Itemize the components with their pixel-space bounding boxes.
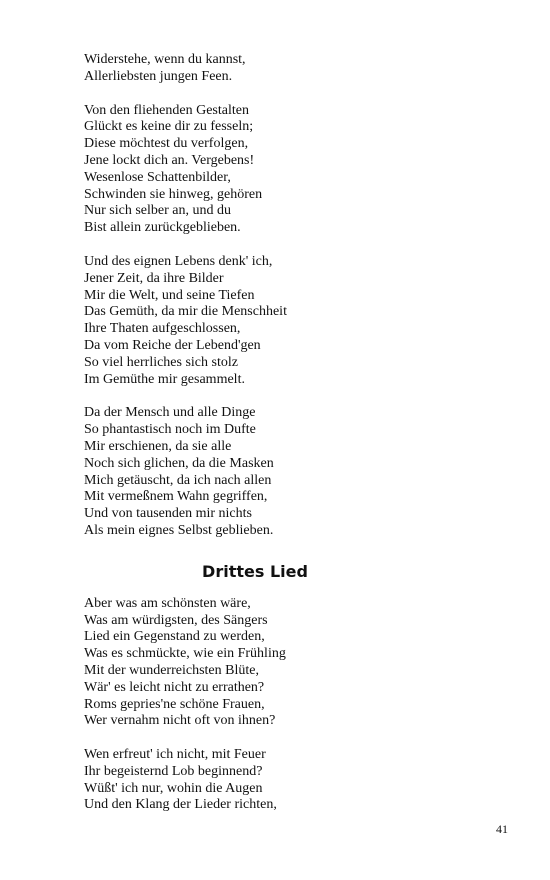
verse-line: Lied ein Gegenstand zu werden, bbox=[84, 629, 265, 645]
verse-line: Roms gepries'ne schöne Frauen, bbox=[84, 696, 265, 712]
verse-line: Glückt es keine dir zu fesseln; bbox=[84, 119, 254, 135]
verse-line: Als mein eignes Selbst geblieben. bbox=[84, 522, 274, 538]
verse-line: Von den fliehenden Gestalten bbox=[84, 102, 249, 118]
verse-line: Wer vernahm nicht oft von ihnen? bbox=[84, 713, 276, 729]
verse-line: Wüßt' ich nur, wohin die Augen bbox=[84, 780, 263, 796]
verse-line: Nur sich selber an, und du bbox=[84, 203, 231, 219]
verse-line: Da vom Reiche der Lebend'gen bbox=[84, 337, 261, 353]
verse-line: Mir die Welt, und seine Tiefen bbox=[84, 287, 255, 303]
verse-line: Was am würdigsten, des Sängers bbox=[84, 612, 268, 628]
stanza bbox=[84, 52, 524, 86]
section-heading: Drittes Lied bbox=[202, 561, 308, 581]
verse-line: Diese möchtest du verfolgen, bbox=[84, 136, 249, 152]
poem-page bbox=[84, 52, 524, 814]
verse-line: Jene lockt dich an. Vergebens! bbox=[84, 152, 255, 168]
verse-line: Jener Zeit, da ihre Bilder bbox=[84, 270, 224, 286]
verse-line: Mir erschienen, da sie alle bbox=[84, 438, 232, 454]
stanza bbox=[84, 405, 524, 539]
verse-line: Aber was am schönsten wäre, bbox=[84, 595, 251, 611]
verse-line: Da der Mensch und alle Dinge bbox=[84, 405, 256, 421]
page-number: 41 bbox=[496, 822, 508, 836]
verse-line: Im Gemüthe mir gesammelt. bbox=[84, 371, 245, 387]
verse-line: Allerliebsten jungen Feen. bbox=[84, 68, 233, 84]
verse-line: Was es schmückte, wie ein Frühling bbox=[84, 646, 286, 662]
stanza bbox=[84, 747, 524, 814]
verse-line: Widerstehe, wenn du kannst, bbox=[84, 52, 246, 67]
stanza bbox=[84, 596, 524, 730]
poem-section-2 bbox=[84, 596, 524, 815]
verse-line: Wen erfreut' ich nicht, mit Feuer bbox=[84, 747, 266, 763]
stanza bbox=[84, 103, 524, 237]
verse-line: Ihre Thaten aufgeschlossen, bbox=[84, 321, 241, 337]
verse-line: Mit der wunderreichsten Blüte, bbox=[84, 662, 259, 678]
verse-line: So phantastisch noch im Dufte bbox=[84, 422, 256, 438]
verse-line: So viel herrliches sich stolz bbox=[84, 354, 238, 370]
verse-line: Noch sich glichen, da die Masken bbox=[84, 455, 274, 471]
verse-line: Und von tausenden mir nichts bbox=[84, 506, 252, 522]
verse-line: Schwinden sie hinweg, gehören bbox=[84, 186, 263, 202]
verse-line: Mit vermeßnem Wahn gegriffen, bbox=[84, 489, 268, 505]
verse-line: Ihr begeisternd Lob beginnend? bbox=[84, 763, 263, 779]
verse-line: Bist allein zurückgeblieben. bbox=[84, 220, 241, 236]
verse-line: Wesenlose Schattenbilder, bbox=[84, 169, 231, 185]
verse-line: Und des eignen Lebens denk' ich, bbox=[84, 253, 273, 269]
verse-line: Und den Klang der Lieder richten, bbox=[84, 797, 277, 813]
poem-section-1 bbox=[84, 52, 524, 540]
verse-line: Wär' es leicht nicht zu errathen? bbox=[84, 679, 265, 695]
verse-line: Das Gemüth, da mir die Menschheit bbox=[84, 304, 287, 320]
verse-line: Mich getäuscht, da ich nach allen bbox=[84, 472, 272, 488]
stanza bbox=[84, 254, 524, 388]
